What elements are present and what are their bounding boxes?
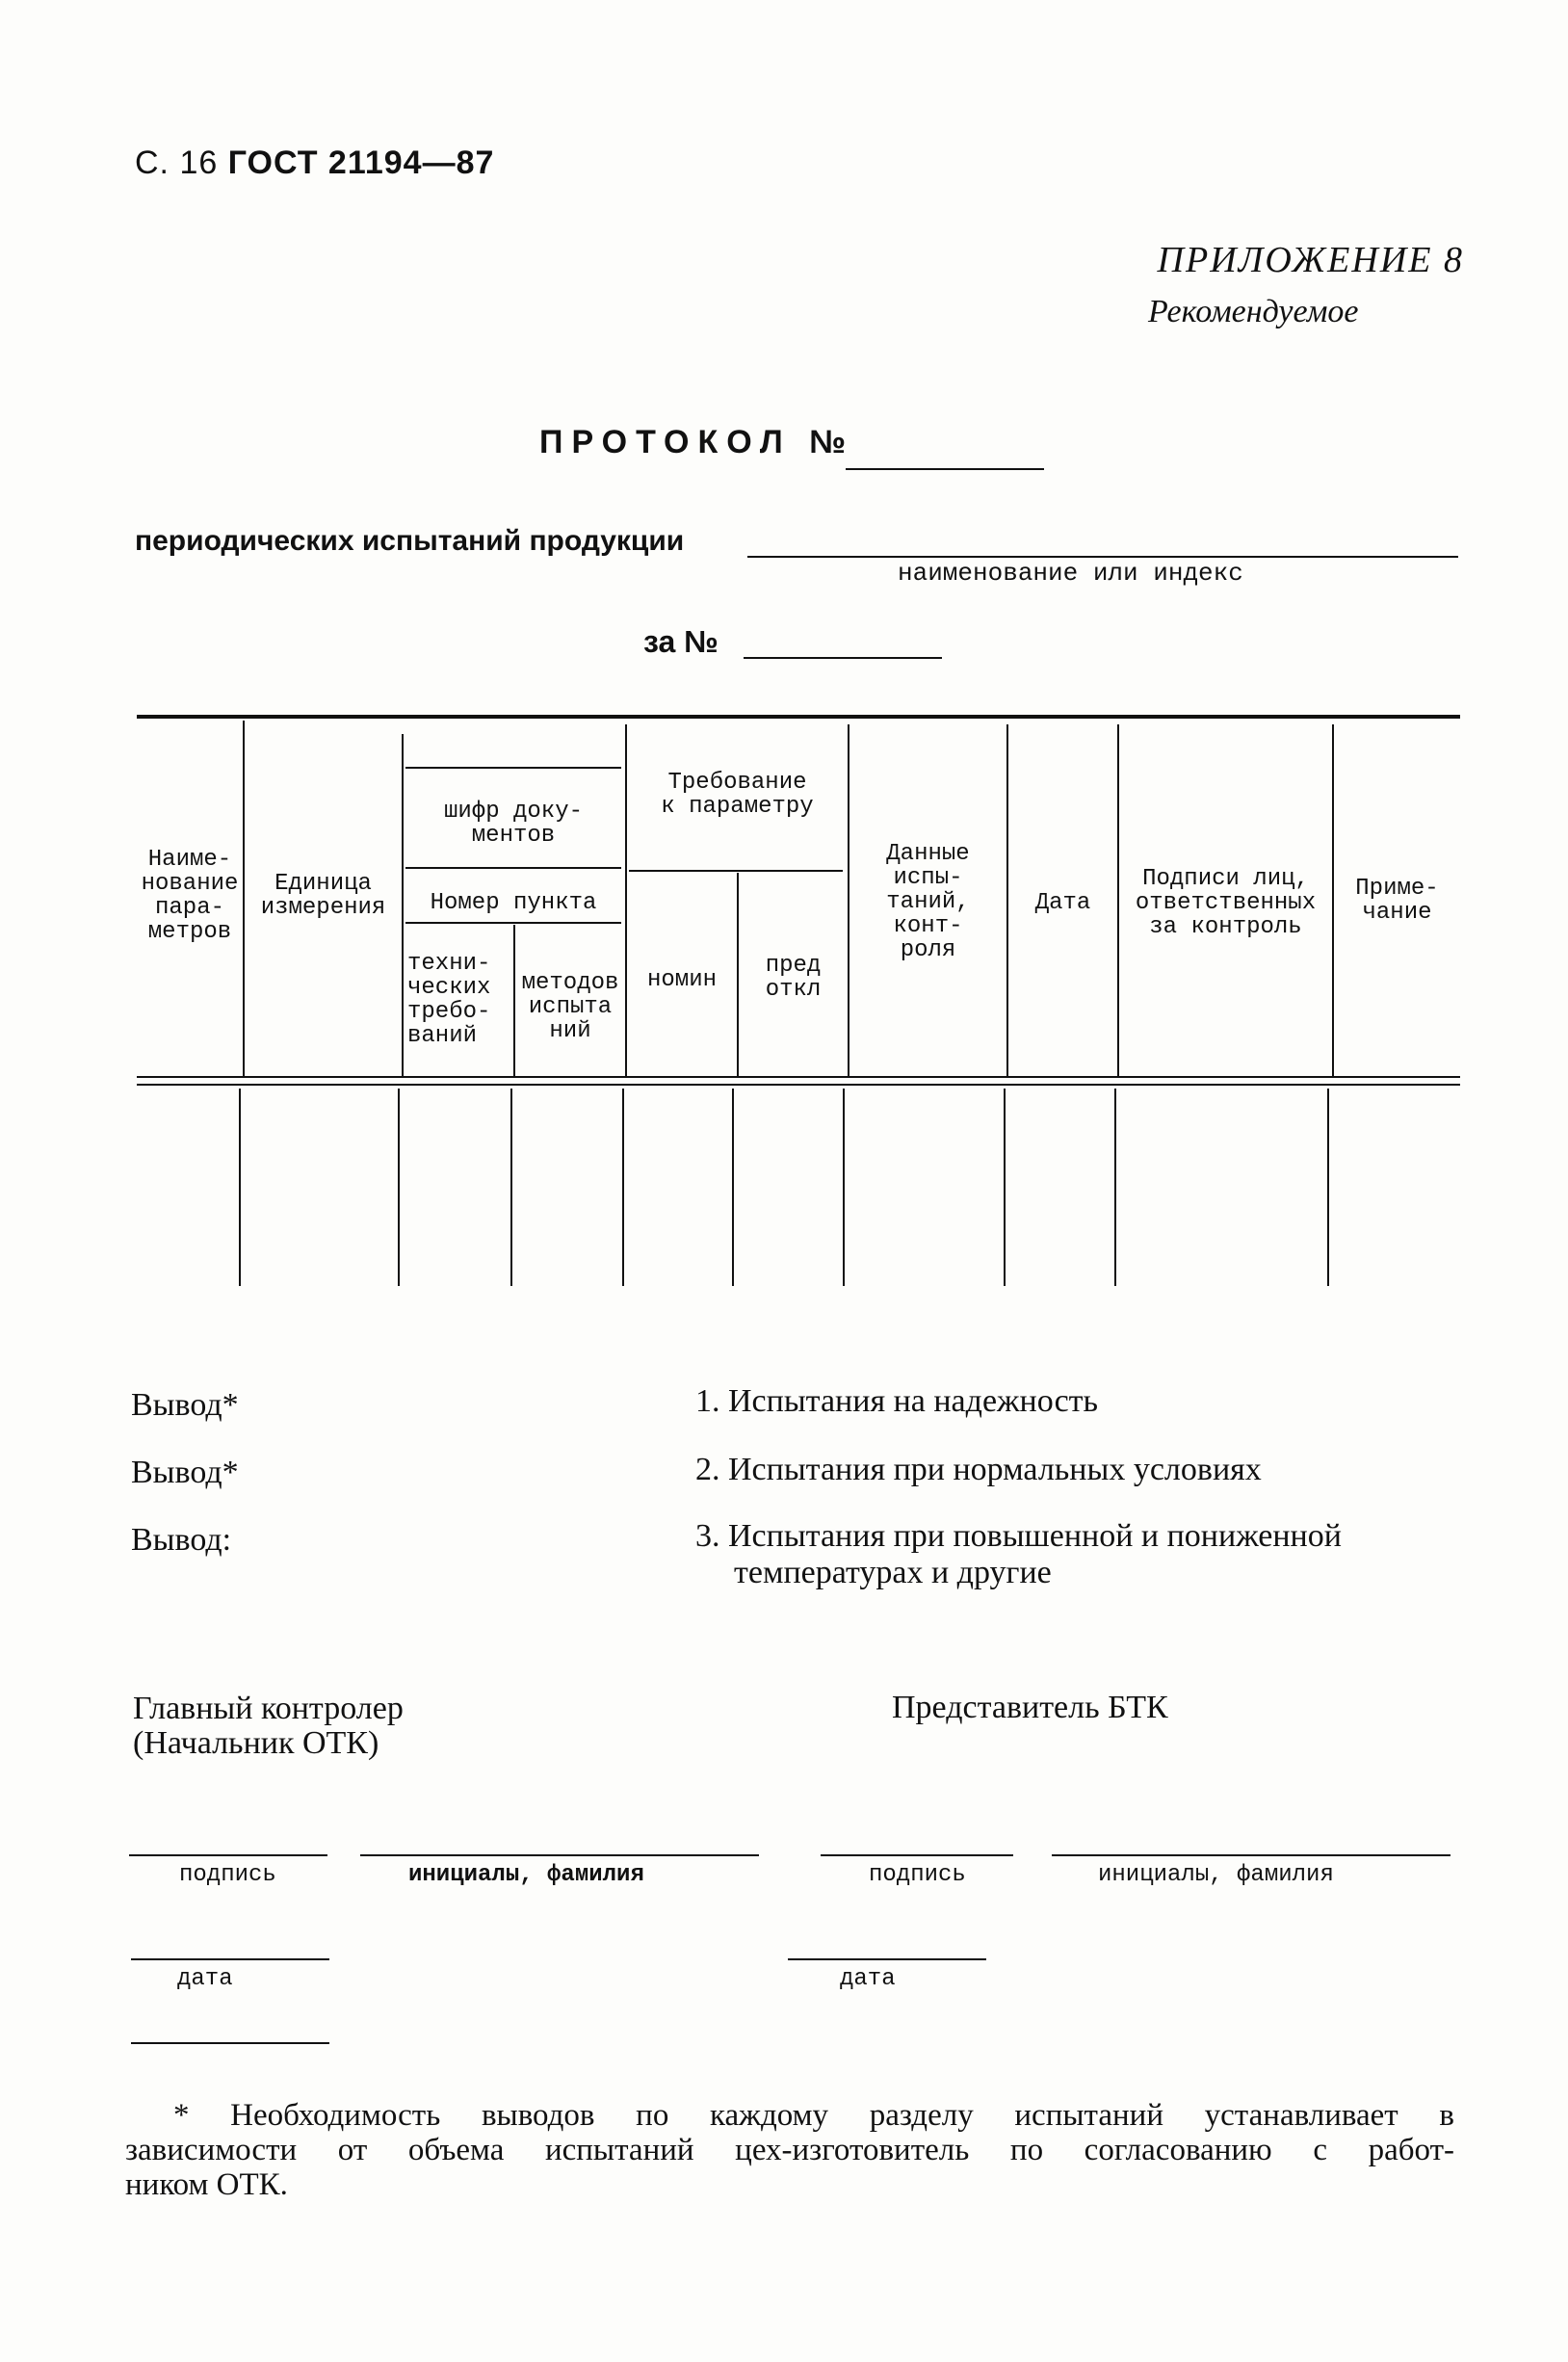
th-unit: Единица измерения: [260, 871, 386, 921]
period-label: за №: [643, 624, 719, 659]
doc-group-top-rule: [405, 767, 621, 769]
left-initials-caption: инициалы, фамилия: [408, 1862, 644, 1888]
chief-controller-title: Главный контролер (Начальник ОТК): [133, 1691, 404, 1761]
req-group-rule: [629, 870, 843, 872]
item-number-rule: [405, 922, 621, 924]
th-doc-code: шифр доку- ментов: [443, 799, 584, 849]
footnote-line-1: * Необходимость выводов по каждому разделу испытаний устанавливает в: [173, 2098, 1454, 2133]
product-name-caption: наименование или индекс: [898, 559, 1243, 588]
standard-number: ГОСТ 21194—87: [227, 144, 495, 181]
conclusion-text-3: 3. Испытания при повышенной и пониженной: [695, 1518, 1342, 1554]
th-item-number: Номер пункта: [430, 890, 597, 916]
body-vline-2: [398, 1089, 400, 1286]
right-initials-line: [1052, 1854, 1450, 1856]
page-header: [135, 144, 494, 182]
footnote-line-2: зависимости от объема испытаний цех-изготовитель по согласованию с работ-: [125, 2133, 1454, 2167]
table-header-rule-2: [137, 1084, 1460, 1086]
protocol-number-line: [846, 468, 1044, 470]
conclusion-label-2: Вывод*: [131, 1455, 239, 1490]
footnote-line-3: ником ОТК.: [125, 2167, 288, 2202]
doc-group-mid-rule: [405, 867, 621, 869]
right-signature-line: [821, 1854, 1013, 1856]
protocol-title: ПРОТОКОЛ №: [539, 424, 855, 460]
th-parameter-req: Требование к параметру: [661, 770, 814, 820]
body-vline-1: [239, 1089, 241, 1286]
body-vline-8: [1114, 1089, 1116, 1286]
table-top-rule: [137, 715, 1460, 719]
conclusion-text-3-cont: температурах и другие: [734, 1555, 1052, 1590]
btk-representative-title: Представитель БТК: [892, 1690, 1168, 1725]
th-tech-req: техни- ческих требо- ваний: [407, 951, 491, 1049]
conclusion-label-1: Вывод*: [131, 1387, 239, 1423]
right-initials-caption: инициалы, фамилия: [1098, 1862, 1334, 1888]
th-deviation: пред откл: [765, 953, 822, 1003]
body-vline-4: [622, 1089, 624, 1286]
body-vline-3: [510, 1089, 512, 1286]
conclusion-text-2: 2. Испытания при нормальных условиях: [695, 1452, 1262, 1487]
body-vline-5: [732, 1089, 734, 1286]
left-date-caption: дата: [177, 1966, 233, 1992]
left-date-line: [131, 1958, 329, 1960]
right-date-line: [788, 1958, 986, 1960]
conclusion-text-1: 1. Испытания на надежность: [695, 1383, 1099, 1419]
appendix-title: ПРИЛОЖЕНИЕ 8: [1157, 240, 1464, 280]
page-number: С. 16: [135, 144, 219, 181]
th-nominal: номин: [646, 967, 717, 993]
th-parameter-name: Наиме- нование пара- метров: [141, 847, 239, 945]
th-note: Приме- чание: [1355, 876, 1439, 926]
table-header-rule-1: [137, 1076, 1460, 1078]
left-initials-line: [360, 1854, 759, 1856]
th-signatures: Подписи лиц, ответственных за контроль: [1135, 866, 1317, 940]
extra-line: [131, 2042, 329, 2044]
protocol-subject: периодических испытаний продукции: [135, 525, 685, 557]
product-name-line: [747, 556, 1458, 558]
appendix-status: Рекомендуемое: [1148, 294, 1359, 329]
vline-2: [402, 734, 404, 1077]
th-date: Дата: [1034, 890, 1091, 916]
right-signature-caption: подпись: [869, 1862, 966, 1888]
conclusion-label-3: Вывод:: [131, 1522, 232, 1558]
left-signature-line: [129, 1854, 327, 1856]
period-line: [744, 657, 942, 659]
th-test-methods: методов испыта ний: [521, 970, 619, 1044]
body-vline-6: [843, 1089, 845, 1286]
body-vline-9: [1327, 1089, 1329, 1286]
right-date-caption: дата: [840, 1966, 896, 1992]
footnote: [125, 2098, 1454, 2202]
body-vline-7: [1004, 1089, 1006, 1286]
left-signature-caption: подпись: [179, 1862, 276, 1888]
th-test-data: Данные испы- таний, конт- роля: [886, 841, 970, 963]
